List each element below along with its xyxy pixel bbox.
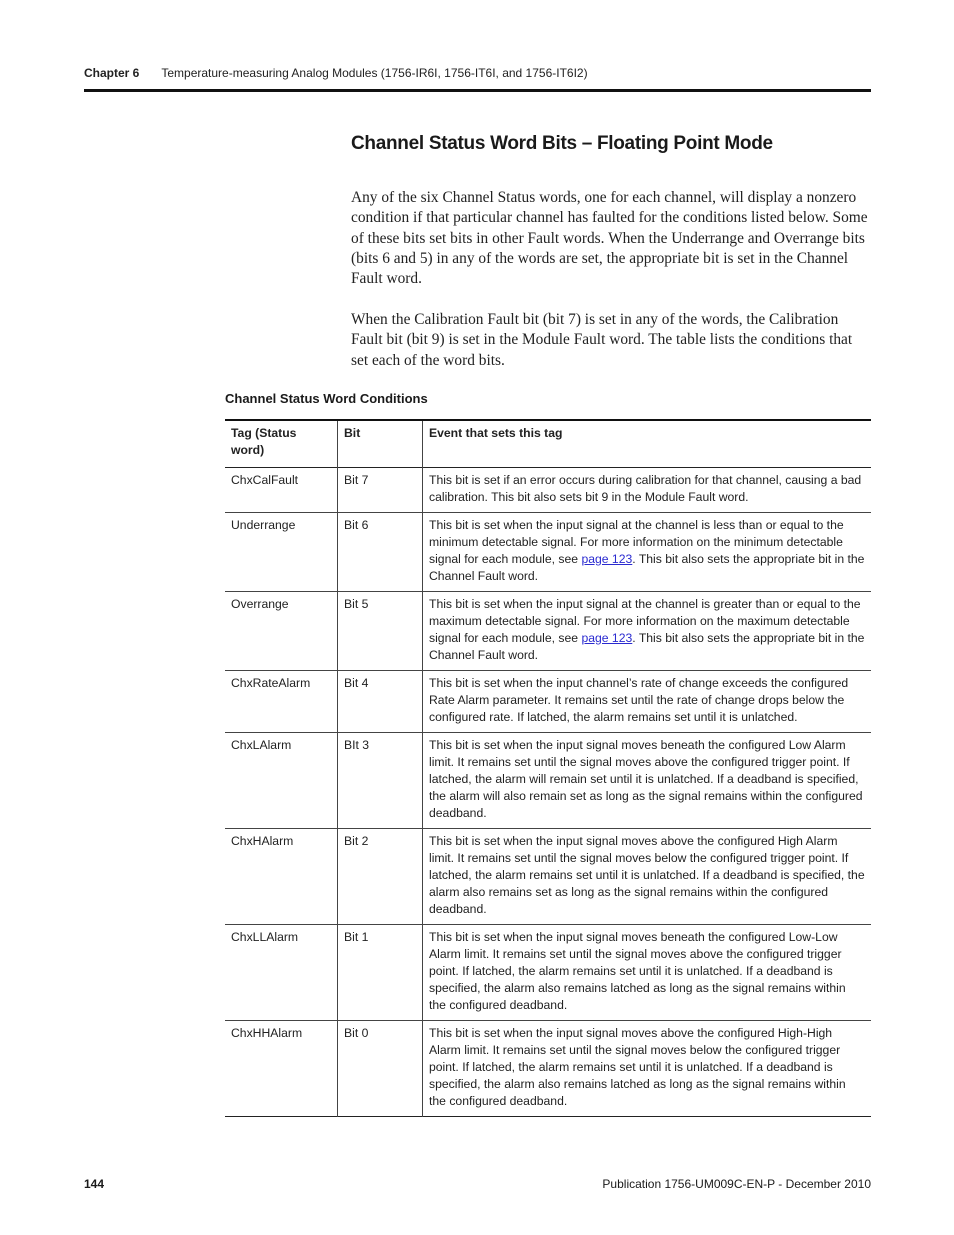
page-link[interactable]: page 123 bbox=[581, 552, 633, 566]
tag-cell: Underrange bbox=[231, 518, 296, 532]
table-row bbox=[225, 468, 871, 513]
channel-status-table bbox=[225, 419, 871, 1117]
tag-cell: ChxHHAlarm bbox=[231, 1026, 303, 1040]
header-event: Event that sets this tag bbox=[423, 420, 872, 468]
publication-info: Publication 1756-UM009C-EN-P - December 2010 bbox=[602, 1177, 871, 1191]
table-row bbox=[225, 733, 871, 829]
chapter-title: Temperature-measuring Analog Modules (1756-IR6I, 1756-IT6I, and 1756-IT6I2) bbox=[161, 66, 588, 80]
event-cell bbox=[423, 592, 872, 671]
table-row bbox=[225, 592, 871, 671]
page-link[interactable]: page 123 bbox=[581, 631, 633, 645]
bit-cell: Bit 0 bbox=[338, 1021, 423, 1117]
table-caption: Channel Status Word Conditions bbox=[225, 391, 428, 406]
table-row bbox=[225, 829, 871, 925]
event-cell bbox=[423, 513, 872, 592]
bit-cell: Bit 2 bbox=[338, 829, 423, 925]
event-cell: This bit is set when the input signal moves beneath the configured Low Alarm limit. It remains set until the signal moves above the configured trigger point. If latched, the alarm will remain set until it is unlatched. If a deadband is specified, the alarm will also remain set as long as the signal remains within the configured deadband. bbox=[423, 733, 872, 829]
page-number: 144 bbox=[84, 1177, 105, 1191]
event-text: This bit is set when the input signal at the channel is greater than or equal to the maximum detectable signal. For more information on the maximum detectable signal for each module, see bbox=[429, 597, 861, 645]
table-row bbox=[225, 1021, 871, 1117]
header-tag: Tag (Status word) bbox=[231, 426, 297, 457]
table-row bbox=[225, 925, 871, 1021]
section-title: Channel Status Word Bits – Floating Point Mode bbox=[351, 133, 773, 154]
header-rule bbox=[84, 89, 871, 92]
event-cell: This bit is set when the input signal moves above the configured High Alarm limit. It remains set until the signal moves below the configured trigger point. If latched, the alarm remains set until it is unlatched. If a deadband is specified, the alarm also remains set as long as the signal remains within the configured deadband. bbox=[423, 829, 872, 925]
bit-cell: BIt 3 bbox=[338, 733, 423, 829]
body-paragraph-1: Any of the six Channel Status words, one for each channel, will display a nonzero condition if that particular channel has faulted for the conditions listed below. Some of these bits set bits in other Fault words. When the Underrange and Overrange bits (bits 6 and 5) in any of the words are set, the appropriate bit is set in the Channel Fault word. bbox=[351, 189, 868, 288]
table-header-row bbox=[225, 420, 871, 468]
bit-cell: Bit 6 bbox=[338, 513, 423, 592]
tag-cell: ChxHAlarm bbox=[231, 834, 294, 848]
tag-cell: ChxRateAlarm bbox=[231, 676, 311, 690]
body-paragraph-2: When the Calibration Fault bit (bit 7) is set in any of the words, the Calibration Fault bit (bit 9) is set in the Module Fault word. The table lists the conditions that set each of the word bits. bbox=[351, 311, 853, 369]
table-row bbox=[225, 513, 871, 592]
running-header bbox=[84, 66, 588, 80]
bit-cell: Bit 1 bbox=[338, 925, 423, 1021]
bit-cell: Bit 4 bbox=[338, 671, 423, 733]
event-text: This bit is set when the input signal at the channel is less than or equal to the minimum detectable signal. For more information on the minimum detectable signal for each module, see bbox=[429, 518, 844, 566]
event-cell: This bit is set when the input signal moves above the configured High-High Alarm limit. It remains set until the signal moves below the configured trigger point. If latched, the alarm remains set until it is unlatched. If a deadband is specified, the alarm also remains latched as long as the signal remains within the configured deadband. bbox=[423, 1021, 872, 1117]
tag-cell: Overrange bbox=[231, 597, 289, 611]
event-text: . This bit also sets the appropriate bit in the Channel Fault word. bbox=[429, 552, 865, 583]
bit-cell: Bit 5 bbox=[338, 592, 423, 671]
event-text: . This bit also sets the appropriate bit in the Channel Fault word. bbox=[429, 631, 865, 662]
tag-cell: ChxLAlarm bbox=[231, 738, 292, 752]
tag-cell: ChxLLAlarm bbox=[231, 930, 299, 944]
header-bit: Bit bbox=[338, 420, 423, 468]
event-cell: This bit is set when the input channel’s rate of change exceeds the configured Rate Alarm parameter. It remains set until the rate of change drops below the configured rate. If latched, the alarm remains set until it is unlatched. bbox=[423, 671, 872, 733]
bit-cell: Bit 7 bbox=[338, 468, 423, 513]
event-cell: This bit is set if an error occurs during calibration for that channel, causing a bad calibration. This bit also sets bit 9 in the Module Fault word. bbox=[423, 468, 872, 513]
event-cell: This bit is set when the input signal moves beneath the configured Low-Low Alarm limit. It remains set until the signal moves above the configured trigger point. If latched, the alarm remains set until it is unlatched. If a deadband is specified, the alarm also remains latched as long as the signal remains within the configured deadband. bbox=[423, 925, 872, 1021]
table-row bbox=[225, 671, 871, 733]
tag-cell: ChxCalFault bbox=[231, 473, 299, 487]
chapter-label: Chapter 6 bbox=[84, 66, 140, 80]
